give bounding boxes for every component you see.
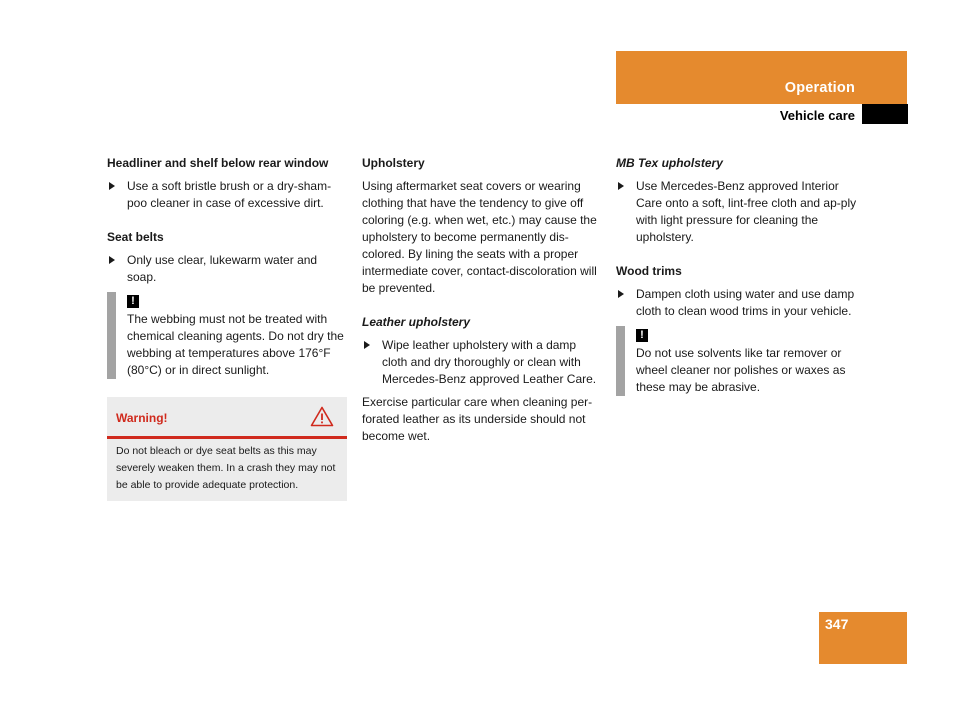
upholstery-heading: Upholstery bbox=[362, 156, 425, 170]
warning-text: Do not bleach or dye seat belts as this may severely weaken them. In a crash they may not be able to provide adequate protection. bbox=[116, 445, 336, 491]
exclamation-icon: ! bbox=[127, 295, 139, 308]
column-1 bbox=[107, 155, 347, 501]
subsection-title: Vehicle care bbox=[779, 108, 855, 123]
triangle-right-icon bbox=[109, 256, 115, 264]
wood-note-text: Do not use solvents like tar remover or wheel cleaner nor polishes or waxes as these may be abrasive. bbox=[636, 346, 846, 394]
seatbelt-note-text: The webbing must not be treated with chemical cleaning agents. Do not dry the webbing at temperatures above 176°F (80°C) or in direct sunlight. bbox=[127, 312, 344, 377]
wood-heading: Wood trims bbox=[616, 264, 682, 278]
mbtex-heading: MB Tex upholstery bbox=[616, 156, 723, 170]
upholstery-text: Using aftermarket seat covers or wearing clothing that have the tendency to give off coloring (e.g. when wet, etc.) may cause the upholstery to become permanently dis-colored. By lining the seats with a proper intermediate cover, contact-discoloration will be prevented. bbox=[362, 179, 597, 295]
headliner-heading: Headliner and shelf below rear window bbox=[107, 156, 329, 170]
exclamation-icon: ! bbox=[636, 329, 648, 342]
warning-triangle-icon bbox=[310, 406, 334, 427]
wood-note bbox=[616, 326, 858, 396]
page-number: 347 bbox=[825, 616, 849, 632]
headliner-instruction-text: Use a soft bristle brush or a dry-sham-poo cleaner in case of excessive dirt. bbox=[127, 179, 332, 210]
mbtex-instruction-text: Use Mercedes-Benz approved Interior Care onto a soft, lint-free cloth and ap-ply with light pressure for cleaning the upholstery. bbox=[636, 179, 857, 244]
note-bar bbox=[616, 326, 625, 396]
header-marker bbox=[862, 104, 908, 124]
triangle-right-icon bbox=[109, 182, 115, 190]
leather-text: Exercise particular care when cleaning per-forated leather as its underside should not become wet. bbox=[362, 395, 593, 443]
triangle-right-icon bbox=[618, 182, 624, 190]
seatbelts-instruction-text: Only use clear, lukewarm water and soap. bbox=[127, 253, 318, 284]
column-2 bbox=[362, 155, 602, 445]
warning-box bbox=[107, 397, 347, 501]
section-title: Operation bbox=[784, 80, 855, 96]
header-tab bbox=[616, 51, 907, 104]
mbtex-instruction bbox=[616, 178, 858, 246]
triangle-right-icon bbox=[364, 341, 370, 349]
wood-instruction-text: Dampen cloth using water and use damp cloth to clean wood trims in your vehicle. bbox=[636, 287, 855, 318]
seatbelts-instruction bbox=[107, 252, 347, 286]
leather-instruction bbox=[362, 337, 602, 388]
wood-instruction bbox=[616, 286, 858, 320]
leather-heading: Leather upholstery bbox=[362, 315, 471, 329]
seatbelts-heading: Seat belts bbox=[107, 230, 164, 244]
warning-header bbox=[107, 397, 347, 439]
headliner-instruction bbox=[107, 178, 347, 212]
warning-title: Warning! bbox=[116, 411, 168, 425]
triangle-right-icon bbox=[618, 290, 624, 298]
column-3 bbox=[616, 155, 858, 396]
leather-instruction-text: Wipe leather upholstery with a damp cloth and dry thoroughly or clean with Mercedes-Benz approved Leather Care. bbox=[382, 338, 597, 386]
note-bar bbox=[107, 292, 116, 379]
seatbelt-note bbox=[107, 292, 347, 379]
